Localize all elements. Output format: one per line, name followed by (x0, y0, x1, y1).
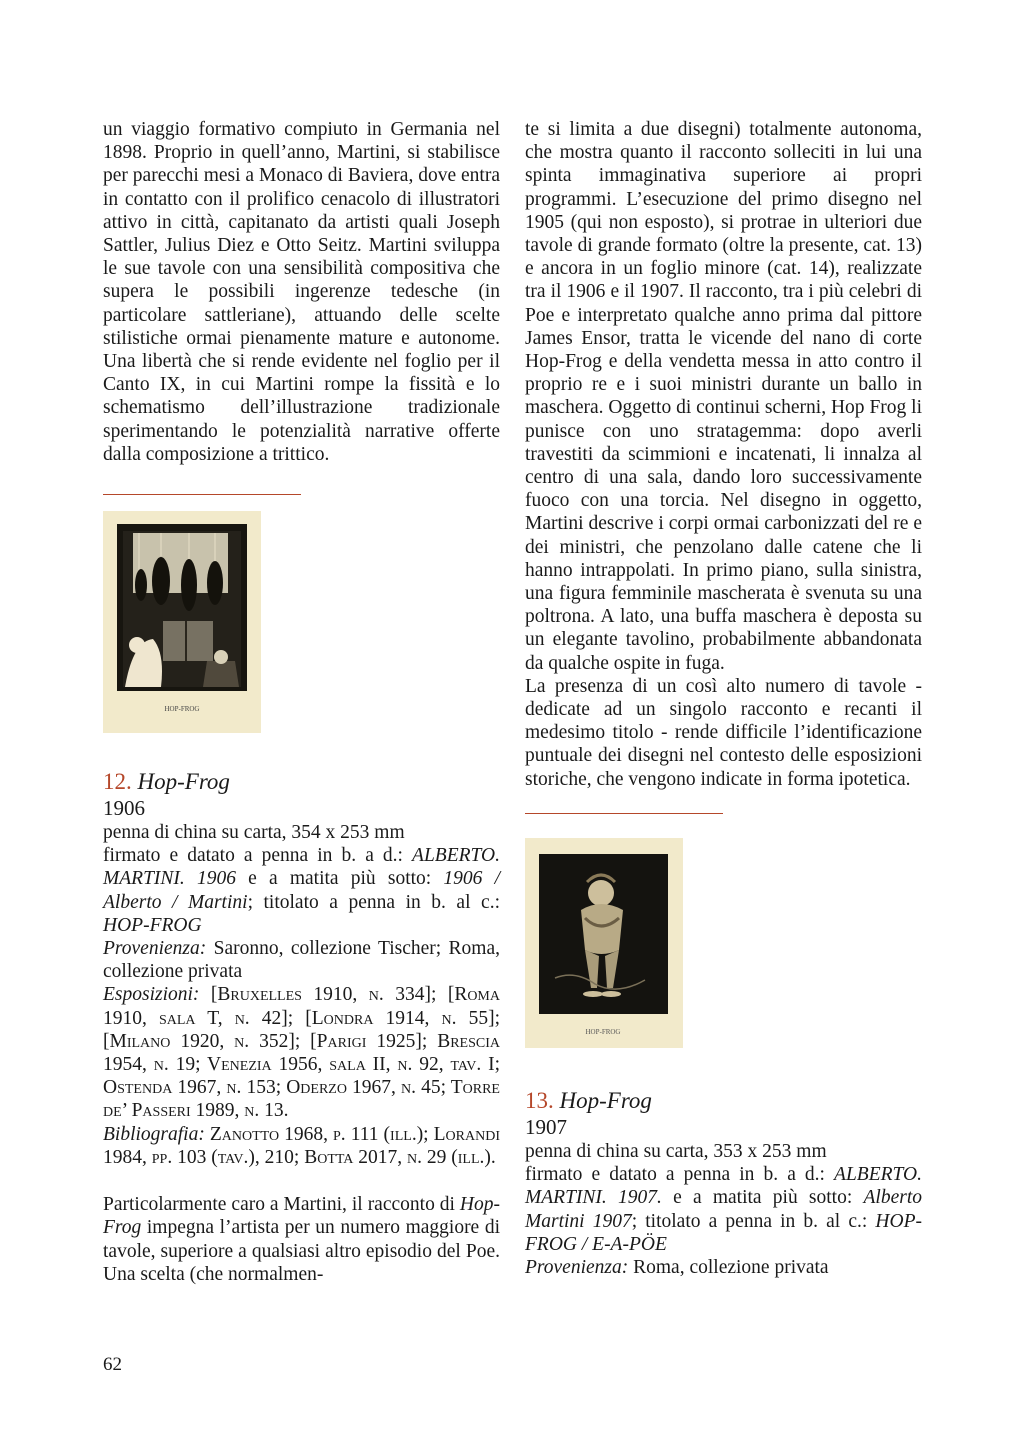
body-paragraph-1: te si limita a due disegni) totalmente autonoma, che mostra quanto il racconto solleciti in lui una spinta immaginativa superiore ai propri programmi. L’esecuzione del primo disegno nel 1905 (qui non esposto), si protrae in ulteriori due tavole di grande formato (oltre la presente, cat. 13) e ancora in un foglio minore (cat. 14), realizzate tra il 1906 e il 1907. Il racconto, tra i più celebri di Poe e interpretato qualche anno prima dal pittore James Ensor, tratta le vicende del nano di corte Hop-Frog e della vendetta messa in atto contro il proprio re e i suoi ministri durante un ballo in maschera. Oggetto di continui scherni, Hop Frog li punisce con uno stratagemma: dopo averli travestiti da scimmioni e incatenati, li innalza al centro di una sala, dando loro successivamente fuoco con una torcia. Nel disegno in oggetto, Martini descrive i corpi ormai carbonizzati del re e dei ministri, che penzolano dalle catene che li hanno intrappolati. In primo piano, sulla sinistra, una figura femminile mascherata è svenuta su una poltrona. A lato, una buffa maschera è deposta su un elegante tavolino, probabilmente abbandonata da qualche ospite in fuga. (525, 119, 922, 674)
artwork-image-12 (103, 511, 261, 733)
plate-caption: HOP-FROG (585, 1027, 621, 1036)
entry-number: 13. (525, 1087, 554, 1113)
body-paragraph-2: La presenza di un così alto numero di tavole - dedicate ad un singolo racconto e recanti il medesimo titolo - rende difficile l’identificazione puntuale dei disegni nel contesto delle esposizioni storiche, che vengono indicate in forma ipotetica. (525, 675, 922, 790)
section-divider (525, 813, 723, 814)
catalog-entry-13 (525, 1088, 922, 1279)
entry-heading (525, 1088, 922, 1114)
entry-signature: firmato e datato a penna in b. a d.: ALBERTO. MARTINI. 1906 e a matita più sotto: 1906 / Alberto / Martini; titolato a penna in b. al c.: HOP-FROG (103, 845, 500, 936)
page-number: 62 (103, 1354, 122, 1375)
artwork-illustration (525, 838, 683, 1048)
left-column (103, 118, 500, 1286)
entry-signature: firmato e datato a penna in b. a d.: ALBERTO. MARTINI. 1907. e a matita più sotto: Alberto Martini 1907; titolato a penna in b. al c.: HOP-FROG / E-A-PÖE (525, 1164, 922, 1255)
entry-year: 1907 (525, 1114, 567, 1139)
entry-title: Hop-Frog (559, 1087, 652, 1113)
closing-paragraph: Particolarmente caro a Martini, il racconto di Hop-Frog impegna l’artista per un numero maggiore di tavole, superiore a qualsiasi altro episodio del Poe. Una scelta (che normalmen- (103, 1194, 500, 1285)
artwork-illustration (103, 511, 261, 733)
entry-bibliography: Bibliografia: Zanotto 1968, p. 111 (ill.); Lorandi 1984, pp. 103 (tav.), 210; Botta 2017, n. 29 (ill.). (103, 1123, 500, 1168)
entry-medium: penna di china su carta, 354 x 253 mm (103, 822, 405, 844)
artwork-image-13 (525, 838, 683, 1048)
entry-exhibitions: Esposizioni: [Bruxelles 1910, n. 334]; [Roma 1910, sala T, n. 42]; [Londra 1914, n. 55]; [Milano 1920, n. 352]; [Parigi 1925]; Brescia 1954, n. 19; Venezia 1956, sala II, n. 92, tav. I; Ostenda 1967, n. 153; Oderzo 1967, n. 45; Torre de’ Passeri 1989, n. 13. (103, 984, 500, 1122)
right-column (525, 118, 922, 1279)
plate-caption: HOP-FROG (164, 705, 200, 714)
entry-provenance: Provenienza: Saronno, collezione Tischer; Roma, collezione privata (103, 938, 500, 983)
entry-medium: penna di china su carta, 353 x 253 mm (525, 1140, 827, 1162)
entry-year: 1906 (103, 796, 145, 821)
entry-title: Hop-Frog (137, 769, 230, 795)
entry-number: 12. (103, 769, 132, 795)
entry-heading (103, 769, 500, 795)
intro-paragraph: un viaggio formativo compiuto in Germania nel 1898. Proprio in quell’anno, Martini, si stabilisce per parecchi mesi a Monaco di Baviera, dove entra in contatto con il prolifico cenacolo di illustratori attivo in città, capitanato da artisti quali Joseph Sattler, Julius Diez e Otto Seitz. Martini sviluppa le sue tavole con una sensibilità compositiva che supera le possibili ingerenze tedesche (in particolare sattleriane), attuando delle scelte stilistiche ormai pienamente mature e autonome. Una libertà che si rende evidente nel foglio per il Canto IX, in cui Martini rompe la fissità e lo schematismo dell’illustrazione tradizionale sperimentando le potenzialità narrative offerte dalla composizione a trittico. (103, 119, 500, 465)
catalog-entry-12 (103, 769, 500, 1169)
entry-provenance: Provenienza: Roma, collezione privata (525, 1256, 829, 1278)
section-divider (103, 494, 301, 495)
